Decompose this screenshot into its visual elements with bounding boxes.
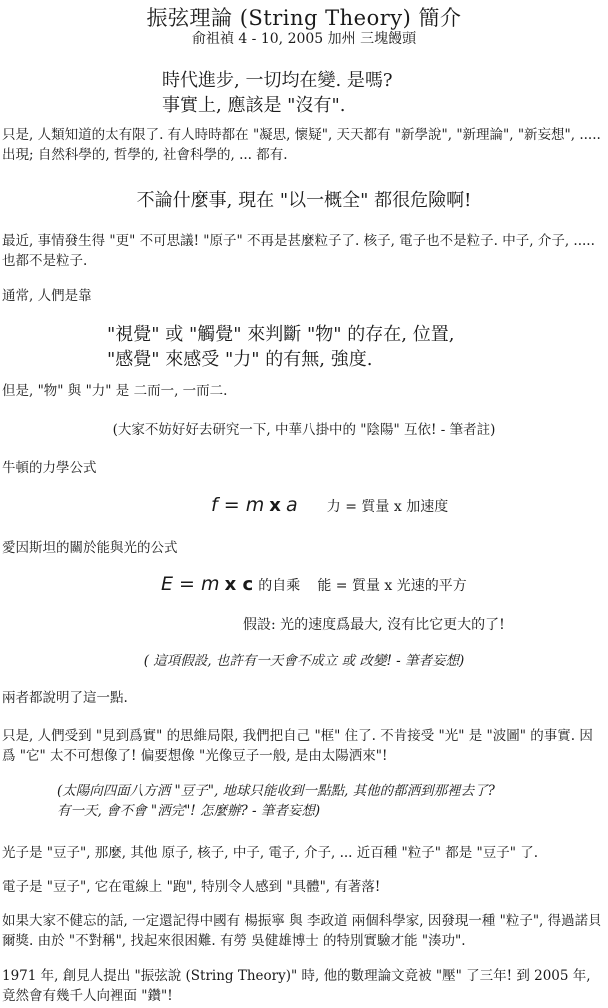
- formula-lhs: f = m: [211, 494, 265, 516]
- intro-line-2: 事實上, 應該是 "沒有".: [162, 95, 346, 116]
- newton-formula: [211, 494, 448, 516]
- paragraph-particles: 最近, 事情發生得 "更" 不可思議! "原子" 不再是甚麼粒子了. 核子, 電子也不是粒子. 中子, 介子, ..... 也都不是粒子.: [2, 233, 595, 269]
- paragraph-limited-knowledge: 只是, 人類知道的太有限了. 有人時時都在 "凝思, 懷疑", 天天都有 "新學說", "新理論", "新妄想", ..... 出現; 自然科學的, 哲學的, 社會科學的, ... 都有.: [2, 127, 601, 163]
- formula-suffix: 的自乘: [258, 578, 301, 594]
- paragraph-electron: 電子是 "豆子", 它在電線上 "跑", 特別令人感到 "具體", 有著落!: [2, 879, 381, 895]
- warning-line: 不論什麼事, 現在 "以一概全" 都很危險啊!: [136, 190, 472, 211]
- author-note-yinyang: (大家不妨好好去研究一下, 中華八掛中的 "陰陽" 互依! - 筆者註): [112, 422, 496, 438]
- formula-operator: x c: [224, 574, 254, 595]
- formula-lhs: E = m: [161, 573, 220, 595]
- author-note-sun-line-2: 有一天, 會不會 "洒完"! 怎麼辦? - 筆者妄想): [57, 803, 321, 819]
- page-title: 振弦理論 (String Theory) 簡介: [146, 6, 462, 30]
- senses-line-1: "視覺" 或 "觸覺" 來判斷 "物" 的存在, 位置,: [107, 324, 455, 345]
- formula-operator: x: [269, 495, 281, 516]
- paragraph-string-theory-history: 1971 年, 創見人提出 "振弦說 (String Theory)" 時, 他的數理論文竟被 "壓" 了三年! 到 2005 年, 竟然會有幾千人向裡面 "鑽"!: [2, 968, 591, 1004]
- intro-line-1: 時代進步, 一切均在變. 是嗎?: [162, 70, 393, 91]
- author-note-assumption: ( 這項假設, 也許有一天會不成立 或 改變! - 筆者妄想): [143, 653, 465, 669]
- paragraph-usually: 通常, 人們是靠: [2, 288, 92, 304]
- paragraph-both-explain: 兩者都說明了這一點.: [2, 690, 128, 706]
- formula-rhs: a: [286, 494, 298, 516]
- paragraph-photon: 光子是 "豆子", 那麼, 其他 原子, 核子, 中子, 電子, 介子, ... 近百種 "粒子" 都是 "豆子" 了.: [2, 845, 539, 861]
- formula-meaning: 力 = 質量 x 加速度: [326, 499, 449, 515]
- formula-meaning: 能 = 質量 x 光速的平方: [317, 578, 467, 594]
- paragraph-nobel: 如果大家不健忘的話, 一定還記得中國有 楊振寧 與 李政道 兩個科學家, 因發現一種 "粒子", 得過諾貝爾獎. 由於 "不對稱", 找起來很困難. 有勞 吳健雄博士 的特別實驗才能 "湊功".: [2, 913, 602, 949]
- paragraph-newton: 牛頓的力學公式: [2, 460, 97, 476]
- paragraph-seeing-is-believing: 只是, 人們受到 "見到爲實" 的思維局限, 我們把自己 "框" 住了. 不肯接受 "光" 是 "波圖" 的事實. 因爲 "它" 太不可想像了! 偏要想像 "光像豆子一般, 是由太陽洒來"!: [2, 728, 593, 764]
- senses-line-2: "感覺" 來感受 "力" 的有無, 強度.: [107, 349, 373, 370]
- author-byline: 俞祖禎 4 - 10, 2005 加州 三塊饅頭: [191, 31, 417, 47]
- author-note-sun-line-1: (太陽向四面八方洒 "豆子", 地球只能收到一點點, 其他的都洒到那裡去了?: [57, 783, 495, 799]
- einstein-formula: [161, 573, 467, 595]
- paragraph-matter-force: 但是, "物" 與 "力" 是 二而一, 一而二.: [2, 383, 228, 399]
- assumption-line: 假設: 光的速度爲最大, 沒有比它更大的了!: [243, 617, 505, 633]
- paragraph-einstein: 愛因斯坦的關於能與光的公式: [2, 540, 178, 556]
